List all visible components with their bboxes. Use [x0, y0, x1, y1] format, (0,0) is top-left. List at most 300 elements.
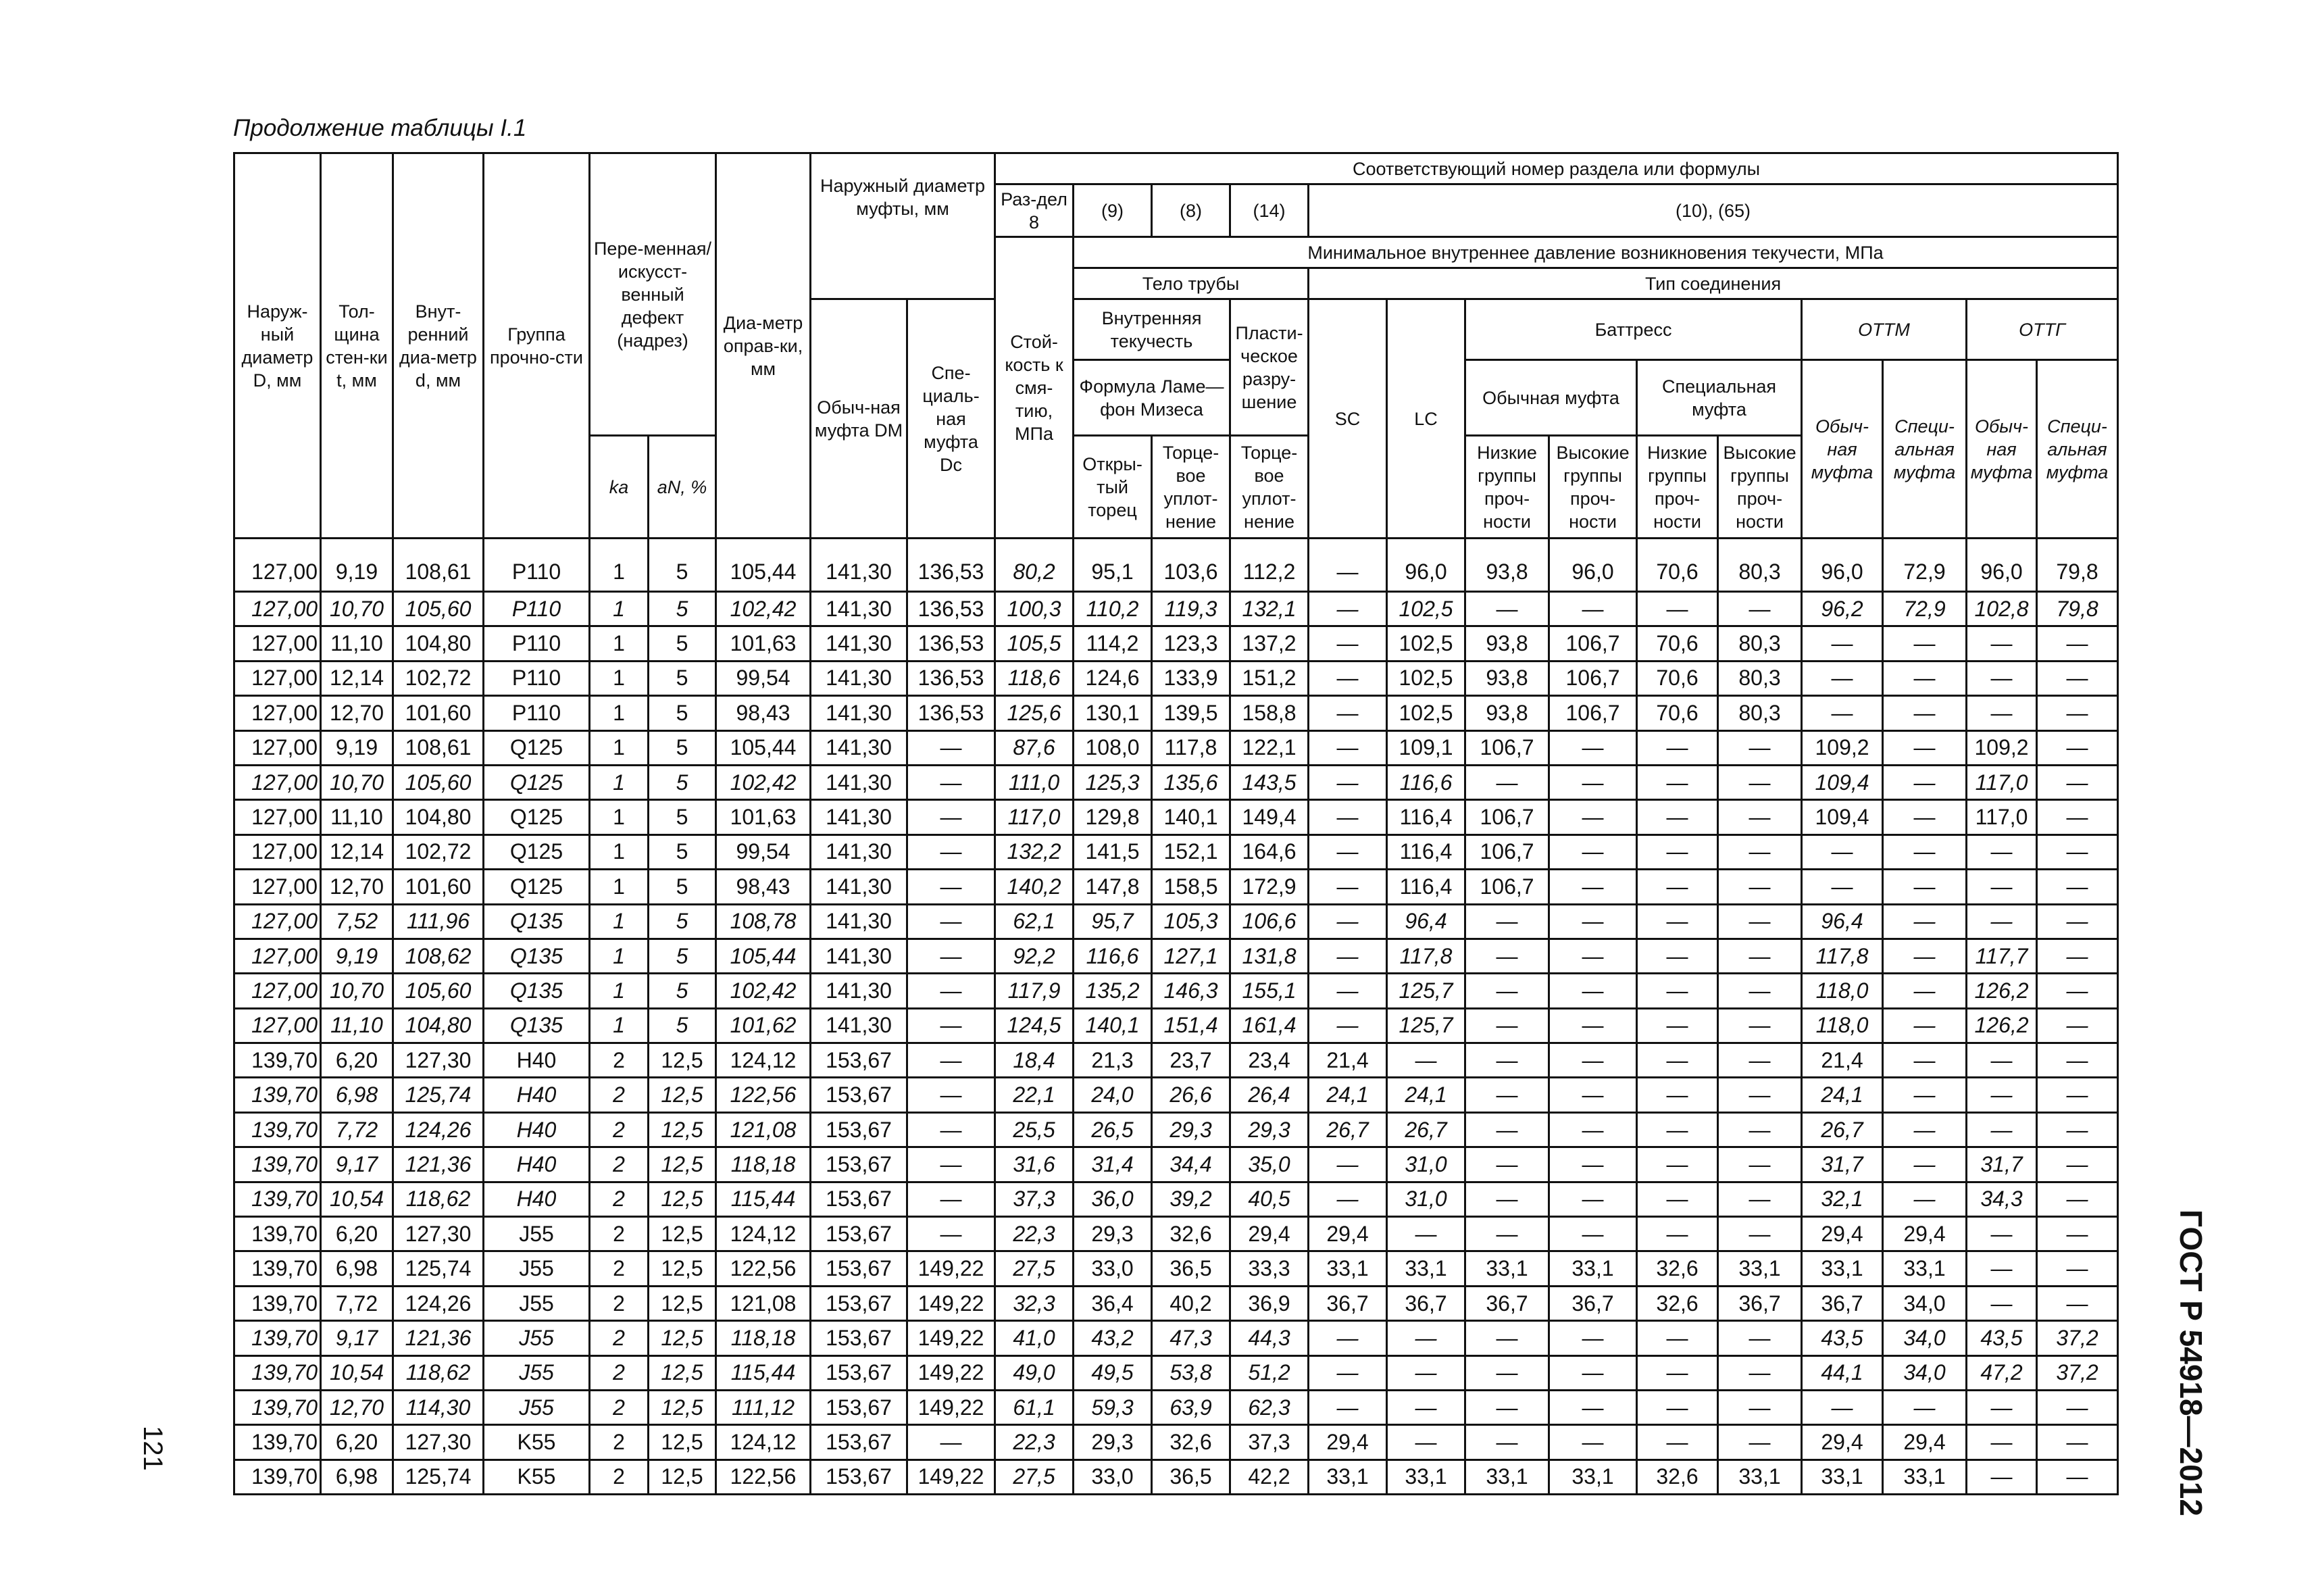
table-cell: 125,3	[1074, 765, 1152, 799]
table-cell: 153,67	[811, 1112, 907, 1147]
table-row	[234, 539, 2118, 592]
table-cell: —	[1802, 661, 1883, 695]
table-cell: —	[2037, 1460, 2118, 1494]
table-cell: 151,4	[1152, 1008, 1230, 1043]
table-cell: —	[1883, 974, 1967, 1008]
table-row	[234, 592, 2118, 626]
table-cell: —	[907, 1008, 995, 1043]
table-cell: 21,3	[1074, 1043, 1152, 1078]
table-cell: —	[1465, 1425, 1549, 1460]
table-row	[234, 1425, 2118, 1460]
table-cell: 153,67	[811, 1460, 907, 1494]
table-cell: 116,6	[1074, 939, 1152, 973]
table-cell: —	[1967, 626, 2037, 661]
table-cell: 108,61	[393, 730, 484, 765]
table-cell: 121,08	[716, 1112, 811, 1147]
table-cell: J55	[484, 1286, 590, 1320]
table-cell: 135,6	[1152, 765, 1230, 799]
table-cell: 53,8	[1152, 1355, 1230, 1390]
table-cell: 42,2	[1230, 1460, 1309, 1494]
table-cell: 10,70	[321, 592, 393, 626]
table-cell: 2	[590, 1182, 649, 1216]
table-cell: 109,4	[1802, 800, 1883, 834]
table-cell: 37,2	[2037, 1321, 2118, 1355]
table-cell: K55	[484, 1425, 590, 1460]
table-cell: 5	[649, 730, 716, 765]
table-row	[234, 1390, 2118, 1424]
table-cell: —	[1549, 730, 1637, 765]
table-cell: 29,3	[1230, 1112, 1309, 1147]
table-cell: 1	[590, 834, 649, 869]
table-cell: —	[1465, 1390, 1549, 1424]
table-cell: 127,30	[393, 1043, 484, 1078]
table-cell: 139,70	[234, 1425, 321, 1460]
table-cell: 105,44	[716, 539, 811, 592]
table-cell: —	[2037, 1217, 2118, 1251]
table-cell: —	[1637, 1321, 1718, 1355]
table-cell: 26,7	[1309, 1112, 1387, 1147]
table-cell: 2	[590, 1460, 649, 1494]
table-cell: 5	[649, 870, 716, 904]
table-cell: 104,80	[393, 1008, 484, 1043]
table-cell: 26,5	[1074, 1112, 1152, 1147]
table-cell: —	[2037, 1147, 2118, 1182]
table-cell: 1	[590, 661, 649, 695]
table-cell: 9,17	[321, 1147, 393, 1182]
table-cell: 161,4	[1230, 1008, 1309, 1043]
table-cell: 1	[590, 592, 649, 626]
table-cell: 139,70	[234, 1078, 321, 1112]
table-cell: 33,1	[1549, 1251, 1637, 1286]
table-cell: —	[1637, 904, 1718, 939]
table-cell: 87,6	[995, 730, 1074, 765]
table-cell: 37,3	[1230, 1425, 1309, 1460]
table-cell: —	[1387, 1355, 1465, 1390]
table-cell: —	[1465, 1321, 1549, 1355]
table-cell: —	[2037, 1251, 2118, 1286]
header-bt-regular: Обычная муфта	[1465, 360, 1637, 436]
table-cell: 139,70	[234, 1147, 321, 1182]
table-cell: 116,4	[1387, 800, 1465, 834]
table-cell: 102,42	[716, 592, 811, 626]
table-cell: —	[1465, 974, 1549, 1008]
table-cell: 36,7	[1802, 1286, 1883, 1320]
table-cell: 2	[590, 1286, 649, 1320]
table-cell: P110	[484, 592, 590, 626]
table-cell: —	[1309, 870, 1387, 904]
table-cell: 149,22	[907, 1390, 995, 1424]
table-cell: —	[1967, 834, 2037, 869]
table-cell: —	[1309, 539, 1387, 592]
table-cell: 106,7	[1465, 730, 1549, 765]
table-cell: —	[1387, 1321, 1465, 1355]
table-cell: 12,5	[649, 1286, 716, 1320]
table-cell: —	[1718, 1217, 1802, 1251]
table-cell: —	[1883, 626, 1967, 661]
table-cell: 139,70	[234, 1460, 321, 1494]
table-cell: 6,98	[321, 1460, 393, 1494]
table-cell: 95,7	[1074, 904, 1152, 939]
table-cell: 43,2	[1074, 1321, 1152, 1355]
table-cell: 7,52	[321, 904, 393, 939]
header-an: aN, %	[649, 436, 716, 539]
table-cell: 44,3	[1230, 1321, 1309, 1355]
table-cell: 11,10	[321, 626, 393, 661]
table-cell: 32,6	[1152, 1425, 1230, 1460]
table-cell: —	[1883, 870, 1967, 904]
table-cell: 51,2	[1230, 1355, 1309, 1390]
table-cell: 6,20	[321, 1217, 393, 1251]
table-cell: 127,1	[1152, 939, 1230, 973]
table-cell: 137,2	[1230, 626, 1309, 661]
table-cell: 141,30	[811, 904, 907, 939]
table-cell: 2	[590, 1425, 649, 1460]
table-cell: 135,2	[1074, 974, 1152, 1008]
table-cell: —	[1637, 939, 1718, 973]
table-cell: 111,12	[716, 1390, 811, 1424]
table-cell: 80,3	[1718, 696, 1802, 730]
table-row	[234, 1147, 2118, 1182]
table-cell: —	[1637, 1043, 1718, 1078]
table-cell: 6,98	[321, 1251, 393, 1286]
table-cell: 98,43	[716, 696, 811, 730]
table-cell: 153,67	[811, 1286, 907, 1320]
table-cell: —	[907, 1078, 995, 1112]
table-cell: —	[1549, 939, 1637, 973]
header-section8: Раз-дел 8	[995, 184, 1074, 237]
table-cell: 133,9	[1152, 661, 1230, 695]
header-ottg-special: Специ-альная муфта	[2037, 360, 2118, 539]
table-cell: —	[1309, 1008, 1387, 1043]
table-cell: 33,3	[1230, 1251, 1309, 1286]
table-cell: 140,1	[1074, 1008, 1152, 1043]
table-cell: —	[1309, 1147, 1387, 1182]
table-cell: 114,30	[393, 1390, 484, 1424]
table-cell: 31,0	[1387, 1182, 1465, 1216]
table-cell: —	[1549, 1425, 1637, 1460]
table-cell: 5	[649, 974, 716, 1008]
table-cell: 29,4	[1802, 1217, 1883, 1251]
table-cell: 127,00	[234, 592, 321, 626]
table-cell: 147,8	[1074, 870, 1152, 904]
header-section-ref: Соответствующий номер раздела или формулы	[995, 153, 2118, 184]
table-cell: 9,19	[321, 939, 393, 973]
table-cell: —	[1637, 1182, 1718, 1216]
table-cell: H40	[484, 1043, 590, 1078]
table-cell: 93,8	[1465, 661, 1549, 695]
table-cell: 117,0	[1967, 800, 2037, 834]
table-cell: 2	[590, 1355, 649, 1390]
table-cell: J55	[484, 1355, 590, 1390]
table-cell: 34,4	[1152, 1147, 1230, 1182]
header-inner: Внут-ренний диа-метр d, мм	[393, 153, 484, 539]
table-cell: —	[1549, 1182, 1637, 1216]
table-cell: 141,30	[811, 974, 907, 1008]
table-cell: 105,60	[393, 974, 484, 1008]
table-cell: 129,8	[1074, 800, 1152, 834]
table-cell: —	[1883, 696, 1967, 730]
table-cell: —	[1718, 939, 1802, 973]
table-cell: —	[1387, 1425, 1465, 1460]
table-cell: 32,6	[1637, 1460, 1718, 1494]
table-cell: 117,9	[995, 974, 1074, 1008]
table-cell: —	[1637, 1112, 1718, 1147]
table-cell: —	[907, 765, 995, 799]
table-cell: 40,5	[1230, 1182, 1309, 1216]
table-cell: 35,0	[1230, 1147, 1309, 1182]
table-cell: 2	[590, 1147, 649, 1182]
table-cell: H40	[484, 1182, 590, 1216]
table-cell: 12,5	[649, 1321, 716, 1355]
table-cell: —	[907, 1182, 995, 1216]
table-cell: 101,60	[393, 696, 484, 730]
table-cell: 1	[590, 870, 649, 904]
table-cell: 70,6	[1637, 626, 1718, 661]
table-cell: 12,5	[649, 1425, 716, 1460]
table-cell: 5	[649, 592, 716, 626]
table-cell: 1	[590, 904, 649, 939]
table-cell: Q125	[484, 800, 590, 834]
table-cell: —	[1967, 1251, 2037, 1286]
table-cell: 136,53	[907, 696, 995, 730]
table-cell: 118,62	[393, 1355, 484, 1390]
table-cell: —	[1465, 592, 1549, 626]
table-cell: 1	[590, 765, 649, 799]
header-bt-reg-high: Высокие группы проч-ности	[1549, 436, 1637, 539]
table-cell: 158,8	[1230, 696, 1309, 730]
table-cell: 102,72	[393, 661, 484, 695]
table-cell: 32,1	[1802, 1182, 1883, 1216]
table-cell: 7,72	[321, 1112, 393, 1147]
table-cell: 149,22	[907, 1321, 995, 1355]
table-cell: 2	[590, 1390, 649, 1424]
table-cell: 106,7	[1465, 800, 1549, 834]
table-cell: —	[1637, 1390, 1718, 1424]
header-pipe-body: Тело трубы	[1074, 268, 1309, 299]
table-cell: 93,8	[1465, 626, 1549, 661]
table-cell: 18,4	[995, 1043, 1074, 1078]
table-cell: 104,80	[393, 800, 484, 834]
table-cell: 125,7	[1387, 1008, 1465, 1043]
table-cell: —	[1309, 939, 1387, 973]
table-cell: 7,72	[321, 1286, 393, 1320]
table-row	[234, 1008, 2118, 1043]
table-cell: —	[1718, 870, 1802, 904]
table-cell: —	[1883, 1043, 1967, 1078]
table-cell: 36,7	[1718, 1286, 1802, 1320]
table-cell: 115,44	[716, 1355, 811, 1390]
header-f10-65: (10), (65)	[1309, 184, 2118, 237]
table-cell: —	[1637, 834, 1718, 869]
table-cell: 115,44	[716, 1182, 811, 1216]
table-cell: 12,5	[649, 1182, 716, 1216]
table-cell: 32,3	[995, 1286, 1074, 1320]
table-cell: 5	[649, 626, 716, 661]
table-cell: —	[1637, 592, 1718, 626]
table-cell: 96,4	[1387, 904, 1465, 939]
table-cell: 146,3	[1152, 974, 1230, 1008]
table-cell: 118,0	[1802, 974, 1883, 1008]
table-cell: 29,4	[1309, 1217, 1387, 1251]
table-row	[234, 1043, 2118, 1078]
table-cell: —	[2037, 904, 2118, 939]
table-cell: 47,2	[1967, 1355, 2037, 1390]
table-cell: —	[1465, 1078, 1549, 1112]
table-cell: 34,0	[1883, 1355, 1967, 1390]
table-cell: 125,74	[393, 1460, 484, 1494]
table-cell: J55	[484, 1251, 590, 1286]
table-cell: —	[2037, 1286, 2118, 1320]
table-cell: 141,30	[811, 765, 907, 799]
table-cell: —	[1309, 730, 1387, 765]
table-row	[234, 904, 2118, 939]
table-cell: 10,70	[321, 765, 393, 799]
table-cell: 116,4	[1387, 834, 1465, 869]
table-cell: 172,9	[1230, 870, 1309, 904]
table-cell: 1	[590, 800, 649, 834]
table-cell: 136,53	[907, 626, 995, 661]
table-cell: 80,2	[995, 539, 1074, 592]
table-cell: —	[1967, 1286, 2037, 1320]
table-cell: 153,67	[811, 1078, 907, 1112]
table-cell: 102,42	[716, 765, 811, 799]
table-cell: 72,9	[1883, 539, 1967, 592]
table-cell: —	[1883, 1078, 1967, 1112]
table-cell: —	[1309, 1355, 1387, 1390]
table-cell: —	[2037, 1078, 2118, 1112]
table-cell: 139,70	[234, 1251, 321, 1286]
table-cell: 105,44	[716, 939, 811, 973]
table-cell: 126,2	[1967, 1008, 2037, 1043]
table-cell: 80,3	[1718, 661, 1802, 695]
table-cell: 12,5	[649, 1390, 716, 1424]
table-cell: 24,1	[1802, 1078, 1883, 1112]
table-cell: —	[1309, 592, 1387, 626]
table-cell: —	[1465, 939, 1549, 973]
table-cell: 141,5	[1074, 834, 1152, 869]
table-cell: 12,5	[649, 1460, 716, 1494]
table-cell: 37,3	[995, 1182, 1074, 1216]
table-cell: —	[1387, 1390, 1465, 1424]
table-cell: 36,7	[1549, 1286, 1637, 1320]
table-cell: 12,5	[649, 1112, 716, 1147]
table-cell: 131,8	[1230, 939, 1309, 973]
table-cell: 140,1	[1152, 800, 1230, 834]
table-cell: 102,72	[393, 834, 484, 869]
table-cell: 96,0	[1387, 539, 1465, 592]
table-cell: —	[1718, 1147, 1802, 1182]
table-cell: —	[1967, 1112, 2037, 1147]
table-cell: —	[2037, 765, 2118, 799]
table-cell: 153,67	[811, 1251, 907, 1286]
table-cell: 109,2	[1967, 730, 2037, 765]
table-cell: 139,70	[234, 1355, 321, 1390]
table-cell: 1	[590, 974, 649, 1008]
header-sc: SC	[1309, 299, 1387, 539]
table-cell: 123,3	[1152, 626, 1230, 661]
table-cell: 5	[649, 939, 716, 973]
table-cell: —	[1465, 1182, 1549, 1216]
table-cell: —	[1802, 1390, 1883, 1424]
table-cell: 23,4	[1230, 1043, 1309, 1078]
table-cell: 153,67	[811, 1355, 907, 1390]
table-cell: 118,62	[393, 1182, 484, 1216]
header-grade: Группа прочно-сти	[484, 153, 590, 539]
table-row	[234, 696, 2118, 730]
table-cell: 151,2	[1230, 661, 1309, 695]
table-cell: 108,0	[1074, 730, 1152, 765]
table-cell: 127,30	[393, 1217, 484, 1251]
table-cell: —	[1549, 1078, 1637, 1112]
table-cell: 12,5	[649, 1147, 716, 1182]
table-cell: 26,4	[1230, 1078, 1309, 1112]
table-row	[234, 834, 2118, 869]
table-cell: 127,00	[234, 626, 321, 661]
table-cell: 2	[590, 1321, 649, 1355]
table-cell: 136,53	[907, 592, 995, 626]
table-cell: —	[1883, 1008, 1967, 1043]
table-cell: 104,80	[393, 626, 484, 661]
table-cell: 5	[649, 539, 716, 592]
table-row	[234, 1112, 2118, 1147]
table-cell: 5	[649, 765, 716, 799]
table-container	[233, 152, 2119, 1495]
page-number: 121	[138, 1426, 168, 1471]
table-cell: 136,53	[907, 661, 995, 695]
table-cell: 124,12	[716, 1425, 811, 1460]
table-cell: —	[1549, 1321, 1637, 1355]
header-lc: LC	[1387, 299, 1465, 539]
table-cell: 141,30	[811, 870, 907, 904]
table-cell: 102,5	[1387, 696, 1465, 730]
table-cell: 12,5	[649, 1251, 716, 1286]
table-cell: 102,5	[1387, 592, 1465, 626]
table-cell: 33,1	[1718, 1251, 1802, 1286]
table-cell: —	[1718, 1425, 1802, 1460]
table-cell: 106,7	[1465, 834, 1549, 869]
header-end-seal-plastic: Торце-вое уплот-нение	[1230, 436, 1309, 539]
table-cell: 80,3	[1718, 626, 1802, 661]
table-cell: —	[1549, 800, 1637, 834]
table-row	[234, 870, 2118, 904]
table-cell: —	[2037, 730, 2118, 765]
table-cell: —	[1883, 1390, 1967, 1424]
table-cell: Q125	[484, 834, 590, 869]
table-cell: 36,7	[1309, 1286, 1387, 1320]
table-cell: —	[907, 1425, 995, 1460]
table-cell: 106,7	[1549, 696, 1637, 730]
table-cell: —	[1718, 765, 1802, 799]
table-cell: 153,67	[811, 1425, 907, 1460]
table-cell: —	[1802, 626, 1883, 661]
table-cell: 102,8	[1967, 592, 2037, 626]
table-cell: —	[2037, 1112, 2118, 1147]
table-cell: 124,26	[393, 1286, 484, 1320]
table-cell: K55	[484, 1460, 590, 1494]
header-defect: Пере-менная/ искусст-венный дефект (надрез)	[590, 153, 716, 436]
table-cell: 139,70	[234, 1321, 321, 1355]
table-cell: —	[1718, 834, 1802, 869]
table-cell: 29,3	[1074, 1217, 1152, 1251]
table-cell: 37,2	[2037, 1355, 2118, 1390]
table-cell: 12,14	[321, 661, 393, 695]
table-cell: 29,4	[1230, 1217, 1309, 1251]
table-cell: 105,44	[716, 730, 811, 765]
table-cell: 27,5	[995, 1460, 1074, 1494]
table-cell: 34,3	[1967, 1182, 2037, 1216]
table-cell: —	[1967, 661, 2037, 695]
table-cell: Q125	[484, 870, 590, 904]
